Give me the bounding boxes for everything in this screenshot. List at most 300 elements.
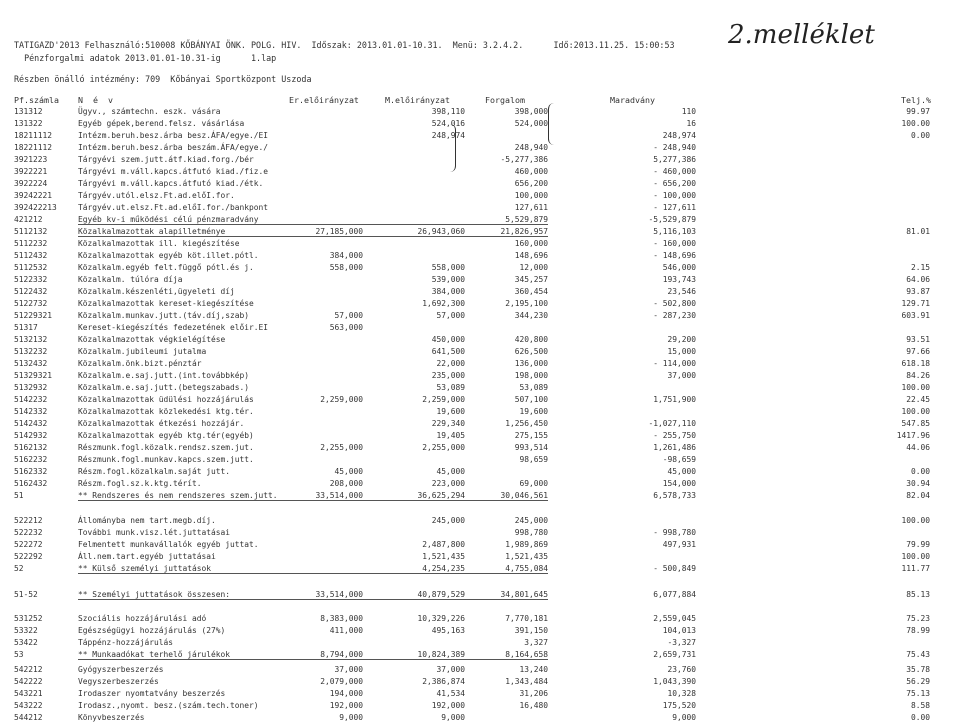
cell-forg: 198,000 — [514, 371, 548, 380]
cell-er: 563,000 — [329, 323, 363, 332]
cell-mel: 524,016 — [431, 119, 465, 128]
cell-er: 8,383,000 — [320, 614, 363, 623]
cell-forg: 420,800 — [514, 335, 548, 344]
table-row — [0, 131, 960, 141]
separator-rule — [78, 500, 548, 501]
cell-forg: 100,000 — [514, 191, 548, 200]
table-row — [0, 516, 960, 526]
separator-rule — [78, 236, 548, 237]
cell-mel: 248,974 — [431, 131, 465, 140]
cell-forg: 2,195,100 — [505, 299, 548, 308]
cell-code: 543222 — [14, 701, 43, 710]
cell-mel: 37,000 — [436, 665, 465, 674]
cell-name: Közalkalmazottak egyéb köt.illet.pótl. — [78, 251, 259, 260]
cell-er: 9,000 — [339, 713, 363, 722]
table-row — [0, 540, 960, 550]
cell-forg: 16,480 — [519, 701, 548, 710]
cell-mel: 384,000 — [431, 287, 465, 296]
cell-mar: 154,000 — [662, 479, 696, 488]
report-period-line: Pénzforgalmi adatok 2013.01.01-10.31-ig 1.lap — [14, 53, 277, 63]
cell-forg: 160,000 — [514, 239, 548, 248]
cell-er: 2,255,000 — [320, 443, 363, 452]
cell-mar: 2,659,731 — [653, 650, 696, 659]
cell-er: 192,000 — [329, 701, 363, 710]
cell-name: ** Munkaadókat terhelő járulékok — [78, 650, 231, 659]
table-row — [0, 528, 960, 538]
cell-code: 5162232 — [14, 455, 48, 464]
table-row — [0, 419, 960, 429]
cell-code: 5122332 — [14, 275, 48, 284]
cell-code: 3922221 — [14, 167, 48, 176]
separator-rule — [78, 224, 548, 225]
cell-code: 51229321 — [14, 311, 53, 320]
table-row — [0, 407, 960, 417]
cell-telj: 97.66 — [906, 347, 930, 356]
cell-telj: 99.97 — [906, 107, 930, 116]
col-header-telj: Telj.% — [901, 95, 931, 105]
cell-name: Szociális hozzájárulási adó — [78, 614, 207, 623]
cell-telj: 603.91 — [901, 311, 930, 320]
cell-er: 411,000 — [329, 626, 363, 635]
table-row — [0, 395, 960, 405]
cell-forg: 34,801,645 — [500, 590, 548, 599]
cell-mar: 5,116,103 — [653, 227, 696, 236]
cell-er: 194,000 — [329, 689, 363, 698]
cell-forg: 8,164,658 — [505, 650, 548, 659]
table-row — [0, 335, 960, 345]
cell-mel: 2,487,800 — [422, 540, 465, 549]
cell-forg: 1,521,435 — [505, 552, 548, 561]
cell-name: Közalkalmazottak közlekedési ktg.tér. — [78, 407, 254, 416]
cell-code: 53 — [14, 650, 24, 659]
cell-er: 2,079,000 — [320, 677, 363, 686]
cell-mar: - 287,230 — [653, 311, 696, 320]
table-row — [0, 359, 960, 369]
table-row — [0, 614, 960, 624]
cell-code: 18221112 — [14, 143, 53, 152]
table-row — [0, 275, 960, 285]
cell-telj: 129.71 — [901, 299, 930, 308]
cell-telj: 0.00 — [910, 131, 930, 140]
cell-mel: 1,521,435 — [422, 552, 465, 561]
cell-er: 384,000 — [329, 251, 363, 260]
cell-code: 5162432 — [14, 479, 48, 488]
cell-mel: 245,000 — [431, 516, 465, 525]
cell-name: Közalkalmazottak ill. kiegészítése — [78, 239, 240, 248]
cell-forg: 136,000 — [514, 359, 548, 368]
cell-mar: -98,659 — [662, 455, 696, 464]
cell-name: Irodaszer nyomtatvány beszerzés — [78, 689, 226, 698]
cell-telj: 0.00 — [910, 713, 930, 722]
cell-telj: 75.13 — [906, 689, 930, 698]
table-row — [0, 143, 960, 153]
cell-name: Tárgyévi m.váll.kapcs.átfutó kiad./étk. — [78, 179, 264, 188]
cell-code: 421212 — [14, 215, 43, 224]
cell-name: Egészségügyi hozzájárulás (27%) — [78, 626, 226, 635]
cell-mel: 4,254,235 — [422, 564, 465, 573]
cell-er: 33,514,000 — [315, 491, 363, 500]
cell-forg: 12,000 — [519, 263, 548, 272]
cell-code: 5142932 — [14, 431, 48, 440]
cell-mel: 53,089 — [436, 383, 465, 392]
cell-code: 39242221 — [14, 191, 53, 200]
cell-mel: 19,405 — [436, 431, 465, 440]
table-row — [0, 347, 960, 357]
cell-code: 542212 — [14, 665, 43, 674]
table-row — [0, 203, 960, 213]
cell-mel: 40,879,529 — [417, 590, 465, 599]
cell-mar: - 460,000 — [653, 167, 696, 176]
cell-name: Közalkalmazottak kereset-kiegészítése — [78, 299, 254, 308]
cell-name: Közalkalmazottak egyéb ktg.tér(egyéb) — [78, 431, 254, 440]
handwritten-annex-label: 2.melléklet — [728, 20, 875, 50]
cell-code: 543221 — [14, 689, 43, 698]
cell-forg: 69,000 — [519, 479, 548, 488]
cell-telj: 44.06 — [906, 443, 930, 452]
table-row — [0, 167, 960, 177]
cell-code: 5132132 — [14, 335, 48, 344]
col-header-er: Er.előirányzat — [289, 95, 359, 105]
cell-mar: 497,931 — [662, 540, 696, 549]
cell-forg: 5,529,879 — [505, 215, 548, 224]
cell-name: Részm.fogl.közalkalm.saját jutt. — [78, 467, 231, 476]
cell-mel: 558,000 — [431, 263, 465, 272]
cell-code: 5112132 — [14, 227, 48, 236]
cell-code: 5162332 — [14, 467, 48, 476]
cell-mel: 45,000 — [436, 467, 465, 476]
cell-name: Tárgyévi szem.jutt.átf.kiad.forg./bér — [78, 155, 254, 164]
cell-telj: 100.00 — [901, 383, 930, 392]
cell-forg: 1,256,450 — [505, 419, 548, 428]
cell-code: 131322 — [14, 119, 43, 128]
cell-forg: 148,696 — [514, 251, 548, 260]
cell-telj: 84.26 — [906, 371, 930, 380]
cell-code: 51329321 — [14, 371, 53, 380]
cell-telj: 93.87 — [906, 287, 930, 296]
cell-code: 5112432 — [14, 251, 48, 260]
table-row — [0, 287, 960, 297]
cell-forg: 360,454 — [514, 287, 548, 296]
cell-er: 8,794,000 — [320, 650, 363, 659]
separator-rule — [78, 599, 548, 600]
cell-mar: 5,277,386 — [653, 155, 696, 164]
cell-forg: 1,343,484 — [505, 677, 548, 686]
cell-mel: 26,943,060 — [417, 227, 465, 236]
cell-code: 5142332 — [14, 407, 48, 416]
cell-telj: 22.45 — [906, 395, 930, 404]
cell-name: ** Rendszeres és nem rendszeres szem.jutt. — [78, 491, 278, 500]
col-header-code: Pf.számla — [14, 95, 59, 105]
cell-telj: 547.85 — [901, 419, 930, 428]
cell-mar: 104,013 — [662, 626, 696, 635]
cell-telj: 618.18 — [901, 359, 930, 368]
cell-mar: - 255,750 — [653, 431, 696, 440]
cell-mar: 9,000 — [672, 713, 696, 722]
cell-name: Közalkalmazottak alapilletménye — [78, 227, 226, 236]
cell-mel: 1,692,300 — [422, 299, 465, 308]
cell-forg: 998,780 — [514, 528, 548, 537]
cell-telj: 1417.96 — [896, 431, 930, 440]
cell-mel: 450,000 — [431, 335, 465, 344]
cell-telj: 100.00 — [901, 516, 930, 525]
col-header-mar: Maradvány — [610, 95, 655, 105]
cell-name: Irodasz.,nyomt. besz.(szám.tech.toner) — [78, 701, 259, 710]
cell-forg: 98,659 — [519, 455, 548, 464]
cell-name: Közalkalm.e.saj.jutt.(betegszabads.) — [78, 383, 250, 392]
cell-mar: -5,529,879 — [648, 215, 696, 224]
cell-forg: 626,500 — [514, 347, 548, 356]
cell-mar: 37,000 — [667, 371, 696, 380]
cell-name: Intézm.beruh.besz.árba beszám.ÁFA/egye./ — [78, 143, 269, 152]
cell-name: Részm.fogl.sz.k.ktg.térít. — [78, 479, 202, 488]
cell-mar: 23,546 — [667, 287, 696, 296]
table-row — [0, 323, 960, 333]
cell-forg: 398,000 — [514, 107, 548, 116]
table-row — [0, 701, 960, 711]
cell-mel: 10,329,226 — [417, 614, 465, 623]
cell-name: Ügyv., számtechn. eszk. vására — [78, 107, 221, 116]
cell-er: 558,000 — [329, 263, 363, 272]
cell-mel: 22,000 — [436, 359, 465, 368]
cell-forg: 656,200 — [514, 179, 548, 188]
cell-mel: 223,000 — [431, 479, 465, 488]
cell-forg: 31,206 — [519, 689, 548, 698]
cell-name: Részmunk.fogl.közalk.rendsz.szem.jut. — [78, 443, 254, 452]
cell-name: Táppénz-hozzájárulás — [78, 638, 174, 647]
cell-forg: 248,940 — [514, 143, 548, 152]
cell-code: 52 — [14, 564, 24, 573]
col-header-forg: Forgalom — [485, 95, 525, 105]
table-row — [0, 552, 960, 562]
cell-er: 208,000 — [329, 479, 363, 488]
cell-name: Közalkalmazottak üdülési hozzájárulás — [78, 395, 254, 404]
cell-code: 5132932 — [14, 383, 48, 392]
cell-mar: 23,760 — [667, 665, 696, 674]
cell-mar: 248,974 — [662, 131, 696, 140]
cell-name: További munk.visz.lét.juttatásai — [78, 528, 231, 537]
cell-mel: 10,824,389 — [417, 650, 465, 659]
cell-forg: 30,046,561 — [500, 491, 548, 500]
table-row — [0, 155, 960, 165]
cell-forg: -5,277,386 — [500, 155, 548, 164]
table-row — [0, 179, 960, 189]
cell-telj: 64.06 — [906, 275, 930, 284]
cell-name: Tárgyévi m.váll.kapcs.átfutó kiad./fiz.e — [78, 167, 269, 176]
cell-mel: 641,500 — [431, 347, 465, 356]
cell-name: Gyógyszerbeszerzés — [78, 665, 164, 674]
cell-forg: 7,770,181 — [505, 614, 548, 623]
cell-telj: 56.29 — [906, 677, 930, 686]
cell-er: 27,185,000 — [315, 227, 363, 236]
cell-forg: 344,230 — [514, 311, 548, 320]
cell-mar: 29,200 — [667, 335, 696, 344]
separator-rule — [78, 573, 548, 574]
cell-code: 3922224 — [14, 179, 48, 188]
cell-name: Közalkalm.munkav.jutt.(táv.díj,szab) — [78, 311, 250, 320]
cell-code: 53322 — [14, 626, 38, 635]
cell-er: 37,000 — [334, 665, 363, 674]
cell-mar: 1,261,486 — [653, 443, 696, 452]
cell-code: 51-52 — [14, 590, 38, 599]
cell-telj: 75.43 — [906, 650, 930, 659]
table-row — [0, 371, 960, 381]
cell-name: Részmunk.fogl.munkav.kapcs.szem.jutt. — [78, 455, 254, 464]
cell-code: 522292 — [14, 552, 43, 561]
cell-code: 522272 — [14, 540, 43, 549]
table-row — [0, 119, 960, 129]
cell-telj: 8.58 — [910, 701, 930, 710]
cell-er: 33,514,000 — [315, 590, 363, 599]
cell-code: 522212 — [14, 516, 43, 525]
cell-mar: 110 — [681, 107, 696, 116]
cell-er: 2,259,000 — [320, 395, 363, 404]
cell-name: Közalkalmazottak étkezési hozzájár. — [78, 419, 245, 428]
table-row — [0, 239, 960, 249]
cell-mar: 546,000 — [662, 263, 696, 272]
table-row — [0, 479, 960, 489]
handwritten-bracket-mark — [445, 124, 456, 172]
cell-name: Könyvbeszerzés — [78, 713, 145, 722]
cell-forg: 3,327 — [524, 638, 548, 647]
table-row — [0, 626, 960, 636]
cell-code: 5122432 — [14, 287, 48, 296]
cell-mel: 2,386,874 — [422, 677, 465, 686]
cell-mar: - 160,000 — [653, 239, 696, 248]
cell-name: Intézm.beruh.besz.árba besz.ÁFA/egye./EI — [78, 131, 269, 140]
cell-mar: - 114,000 — [653, 359, 696, 368]
cell-forg: 19,600 — [519, 407, 548, 416]
cell-forg: 391,150 — [514, 626, 548, 635]
cell-mel: 19,600 — [436, 407, 465, 416]
cell-forg: 1,989,869 — [505, 540, 548, 549]
cell-mel: 398,110 — [431, 107, 465, 116]
cell-mar: - 100,000 — [653, 191, 696, 200]
cell-telj: 93.51 — [906, 335, 930, 344]
cell-name: Közalkalmazottak végkielégítése — [78, 335, 226, 344]
table-row — [0, 107, 960, 117]
cell-mar: 15,000 — [667, 347, 696, 356]
cell-mar: 175,520 — [662, 701, 696, 710]
table-row — [0, 263, 960, 273]
cell-code: 51317 — [14, 323, 38, 332]
cell-code: 392422213 — [14, 203, 57, 212]
cell-name: Felmentett munkavállalók egyéb juttat. — [78, 540, 259, 549]
table-row — [0, 299, 960, 309]
cell-code: 5132432 — [14, 359, 48, 368]
cell-mar: 2,559,045 — [653, 614, 696, 623]
cell-name: Kereset-kiegészítés fedezetének előir.EI — [78, 323, 269, 332]
cell-forg: 4,755,084 — [505, 564, 548, 573]
cell-mel: 2,255,000 — [422, 443, 465, 452]
cell-mel: 495,163 — [431, 626, 465, 635]
cell-telj: 100.00 — [901, 407, 930, 416]
cell-code: 544212 — [14, 713, 43, 722]
cell-forg: 127,611 — [514, 203, 548, 212]
separator-rule — [78, 659, 548, 660]
cell-telj: 78.99 — [906, 626, 930, 635]
cell-telj: 81.01 — [906, 227, 930, 236]
cell-name: Közalkalm. túlóra díja — [78, 275, 183, 284]
table-row — [0, 383, 960, 393]
table-row — [0, 251, 960, 261]
cell-mel: 2,259,000 — [422, 395, 465, 404]
cell-forg: 460,000 — [514, 167, 548, 176]
cell-mar: 193,743 — [662, 275, 696, 284]
cell-name: Vegyszerbeszerzés — [78, 677, 159, 686]
table-row — [0, 443, 960, 453]
cell-name: Egyéb kv-i működési célú pénzmaradvány — [78, 215, 259, 224]
cell-name: Áll.nem.tart.egyéb juttatásai — [78, 552, 216, 561]
cell-mar: 6,077,884 — [653, 590, 696, 599]
cell-name: Közalkalm.önk.bizt.pénztár — [78, 359, 202, 368]
cell-name: Közalkalm.e.saj.jutt.(int.továbbkép) — [78, 371, 250, 380]
cell-forg: 21,826,957 — [500, 227, 548, 236]
cell-mar: 16 — [686, 119, 696, 128]
cell-name: Közalkalm.egyéb felt.függő pótl.és j. — [78, 263, 254, 272]
cell-mar: - 148,696 — [653, 251, 696, 260]
cell-code: 51 — [14, 491, 24, 500]
cell-name: Tárgyév.ut.elsz.Ft.ad.előI.for./bankpont — [78, 203, 269, 212]
cell-mar: - 502,800 — [653, 299, 696, 308]
cell-telj: 35.78 — [906, 665, 930, 674]
cell-mar: - 127,611 — [653, 203, 696, 212]
cell-name: Tárgyév.utól.elsz.Ft.ad.előI.for. — [78, 191, 235, 200]
cell-code: 131312 — [14, 107, 43, 116]
cell-telj: 100.00 — [901, 119, 930, 128]
cell-mar: 1,751,900 — [653, 395, 696, 404]
cell-name: ** Személyi juttatások összesen: — [78, 590, 231, 599]
report-header-line: TATIGAZD'2013 Felhasználó:510008 KŐBÁNYAI ÖNK. POLG. HIV. Időszak: 2013.01.01-10.31. Menü: 3.2.4.2. Idő:2013.11.25. 15:00:53 — [14, 40, 675, 50]
cell-mar: - 248,940 — [653, 143, 696, 152]
table-row — [0, 713, 960, 723]
cell-mel: 57,000 — [436, 311, 465, 320]
cell-code: 522232 — [14, 528, 43, 537]
cell-code: 5112532 — [14, 263, 48, 272]
table-row — [0, 689, 960, 699]
cell-code: 5112232 — [14, 239, 48, 248]
cell-telj: 111.77 — [901, 564, 930, 573]
cell-mar: -1,027,110 — [648, 419, 696, 428]
cell-telj: 79.99 — [906, 540, 930, 549]
cell-code: 5142232 — [14, 395, 48, 404]
cell-name: Közalkalm.jubileumi jutalma — [78, 347, 207, 356]
cell-er: 45,000 — [334, 467, 363, 476]
cell-name: ** Külső személyi juttatások — [78, 564, 212, 573]
cell-mel: 229,340 — [431, 419, 465, 428]
cell-mel: 41,534 — [436, 689, 465, 698]
cell-telj: 75.23 — [906, 614, 930, 623]
cell-telj: 82.04 — [906, 491, 930, 500]
cell-forg: 507,100 — [514, 395, 548, 404]
cell-er: 57,000 — [334, 311, 363, 320]
cell-telj: 100.00 — [901, 552, 930, 561]
cell-mar: - 656,200 — [653, 179, 696, 188]
cell-forg: 345,257 — [514, 275, 548, 284]
cell-code: 542222 — [14, 677, 43, 686]
institution-line: Részben önálló intézmény: 709 Kőbányai Sportközpont Uszoda — [14, 74, 312, 84]
cell-mar: 45,000 — [667, 467, 696, 476]
cell-code: 3921223 — [14, 155, 48, 164]
cell-name: Egyéb gépek,berend.felsz. vásárlása — [78, 119, 245, 128]
col-header-name: N é v — [78, 95, 113, 105]
cell-code: 18211112 — [14, 131, 53, 140]
table-row — [0, 191, 960, 201]
col-header-mel: M.előirányzat — [385, 95, 450, 105]
cell-forg: 53,089 — [519, 383, 548, 392]
cell-name: Közalkalm.készenléti,ügyeleti díj — [78, 287, 235, 296]
cell-forg: 275,155 — [514, 431, 548, 440]
cell-forg: 993,514 — [514, 443, 548, 452]
